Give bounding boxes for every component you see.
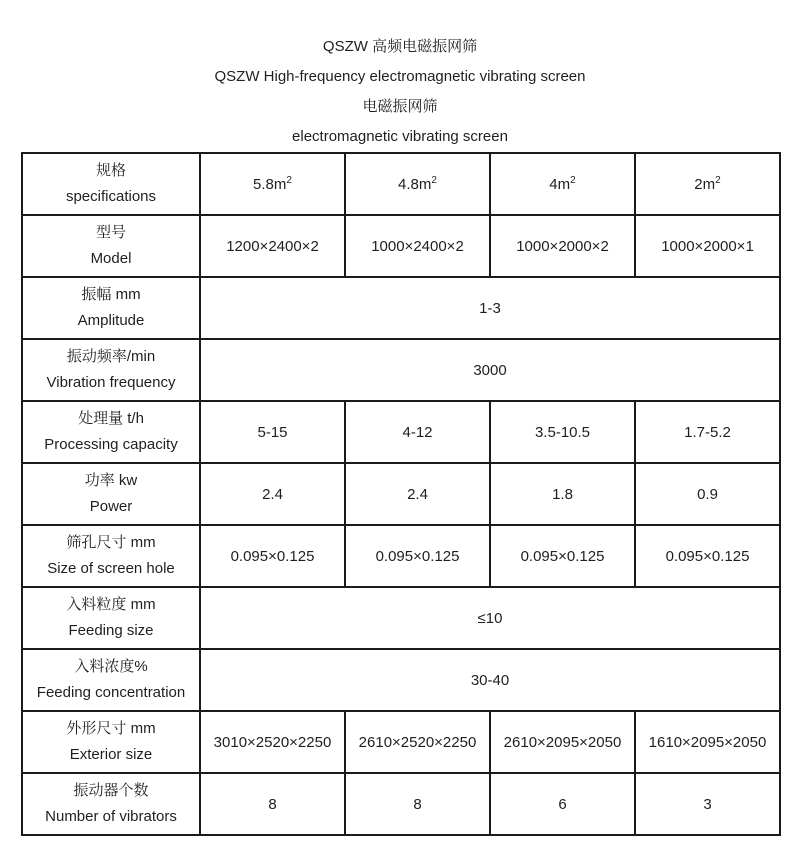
spec-table bbox=[21, 152, 781, 836]
cell-specifications-4 bbox=[635, 153, 780, 215]
cell-capacity-2: 4-12 bbox=[345, 401, 490, 463]
cell-capacity-4: 1.7-5.2 bbox=[635, 401, 780, 463]
row-label-frequency bbox=[22, 339, 200, 401]
cell-specifications-3 bbox=[490, 153, 635, 215]
table-row-vibrators bbox=[22, 773, 780, 835]
cell-frequency-merged: 3000 bbox=[200, 339, 780, 401]
row-label-zh: 型号 bbox=[95, 224, 126, 241]
cell-power-3: 1.8 bbox=[490, 463, 635, 525]
cell-screen-hole-1: 0.095×0.125 bbox=[200, 525, 345, 587]
superscript: 2 bbox=[286, 174, 292, 186]
value-text: 4m bbox=[549, 175, 571, 193]
row-label-exterior bbox=[22, 711, 200, 773]
row-label-zh: 振动频率/min bbox=[66, 348, 156, 365]
doc-title-en: QSZW High-frequency electromagnetic vibrating screen bbox=[214, 68, 586, 85]
cell-screen-hole-3: 0.095×0.125 bbox=[490, 525, 635, 587]
cell-model-1: 1200×2400×2 bbox=[200, 215, 345, 277]
cell-specifications-1 bbox=[200, 153, 345, 215]
cell-model-2: 1000×2400×2 bbox=[345, 215, 490, 277]
table-row-specifications bbox=[22, 153, 780, 215]
document-header bbox=[0, 0, 800, 152]
row-label-en: Feeding concentration bbox=[36, 684, 186, 701]
row-label-en: Feeding size bbox=[68, 622, 154, 639]
row-label-screen-hole bbox=[22, 525, 200, 587]
row-label-zh: 外形尺寸 mm bbox=[66, 720, 156, 737]
row-label-feeding-concentration bbox=[22, 649, 200, 711]
superscript: 2 bbox=[431, 174, 437, 186]
cell-capacity-1: 5-15 bbox=[200, 401, 345, 463]
value-text: 2m bbox=[694, 175, 716, 193]
row-label-zh: 入料粒度 mm bbox=[66, 596, 156, 613]
cell-vibrators-4: 3 bbox=[635, 773, 780, 835]
cell-screen-hole-2: 0.095×0.125 bbox=[345, 525, 490, 587]
row-label-zh: 规格 bbox=[95, 162, 126, 179]
row-label-en: Exterior size bbox=[69, 746, 153, 763]
row-label-en: specifications bbox=[65, 188, 157, 205]
row-label-en: Size of screen hole bbox=[47, 560, 175, 577]
row-label-feeding-size bbox=[22, 587, 200, 649]
cell-power-1: 2.4 bbox=[200, 463, 345, 525]
table-row-capacity bbox=[22, 401, 780, 463]
row-label-capacity bbox=[22, 401, 200, 463]
row-label-model bbox=[22, 215, 200, 277]
table-row-model bbox=[22, 215, 780, 277]
table-row-exterior bbox=[22, 711, 780, 773]
table-row-feeding-concentration bbox=[22, 649, 780, 711]
row-label-en: Model bbox=[90, 250, 132, 267]
cell-exterior-1: 3010×2520×2250 bbox=[200, 711, 345, 773]
row-label-en: Number of vibrators bbox=[45, 808, 177, 825]
row-label-zh: 筛孔尺寸 mm bbox=[66, 534, 156, 551]
row-label-zh: 入料浓度% bbox=[74, 658, 148, 675]
cell-power-4: 0.9 bbox=[635, 463, 780, 525]
row-label-zh: 振幅 mm bbox=[81, 286, 141, 303]
superscript: 2 bbox=[715, 174, 721, 186]
table-row-amplitude bbox=[22, 277, 780, 339]
row-label-vibrators bbox=[22, 773, 200, 835]
row-label-en: Amplitude bbox=[77, 312, 145, 329]
row-label-zh: 处理量 t/h bbox=[78, 410, 144, 427]
cell-screen-hole-4: 0.095×0.125 bbox=[635, 525, 780, 587]
value-text: 5.8m bbox=[253, 175, 287, 193]
doc-subtitle-zh: 电磁振网筛 bbox=[362, 98, 438, 115]
cell-vibrators-3: 6 bbox=[490, 773, 635, 835]
superscript: 2 bbox=[570, 174, 576, 186]
cell-capacity-3: 3.5-10.5 bbox=[490, 401, 635, 463]
cell-power-2: 2.4 bbox=[345, 463, 490, 525]
cell-feeding-size-merged: ≤10 bbox=[200, 587, 780, 649]
row-label-en: Processing capacity bbox=[44, 436, 178, 453]
table-row-power bbox=[22, 463, 780, 525]
row-label-zh: 功率 kw bbox=[84, 472, 138, 489]
row-label-zh: 振动器个数 bbox=[73, 782, 149, 799]
cell-feeding-concentration-merged: 30-40 bbox=[200, 649, 780, 711]
doc-title-zh: QSZW 高频电磁振网筛 bbox=[322, 38, 478, 55]
cell-exterior-4: 1610×2095×2050 bbox=[635, 711, 780, 773]
table-row-feeding-size bbox=[22, 587, 780, 649]
doc-subtitle-en: electromagnetic vibrating screen bbox=[292, 128, 508, 145]
table-row-screen-hole bbox=[22, 525, 780, 587]
cell-amplitude-merged: 1-3 bbox=[200, 277, 780, 339]
cell-exterior-2: 2610×2520×2250 bbox=[345, 711, 490, 773]
table-row-frequency bbox=[22, 339, 780, 401]
row-label-en: Power bbox=[89, 498, 133, 515]
value-text: 4.8m bbox=[398, 175, 432, 193]
row-label-specifications bbox=[22, 153, 200, 215]
row-label-power bbox=[22, 463, 200, 525]
cell-specifications-2 bbox=[345, 153, 490, 215]
cell-vibrators-1: 8 bbox=[200, 773, 345, 835]
row-label-en: Vibration frequency bbox=[46, 374, 176, 391]
cell-exterior-3: 2610×2095×2050 bbox=[490, 711, 635, 773]
cell-model-4: 1000×2000×1 bbox=[635, 215, 780, 277]
cell-model-3: 1000×2000×2 bbox=[490, 215, 635, 277]
cell-vibrators-2: 8 bbox=[345, 773, 490, 835]
row-label-amplitude bbox=[22, 277, 200, 339]
